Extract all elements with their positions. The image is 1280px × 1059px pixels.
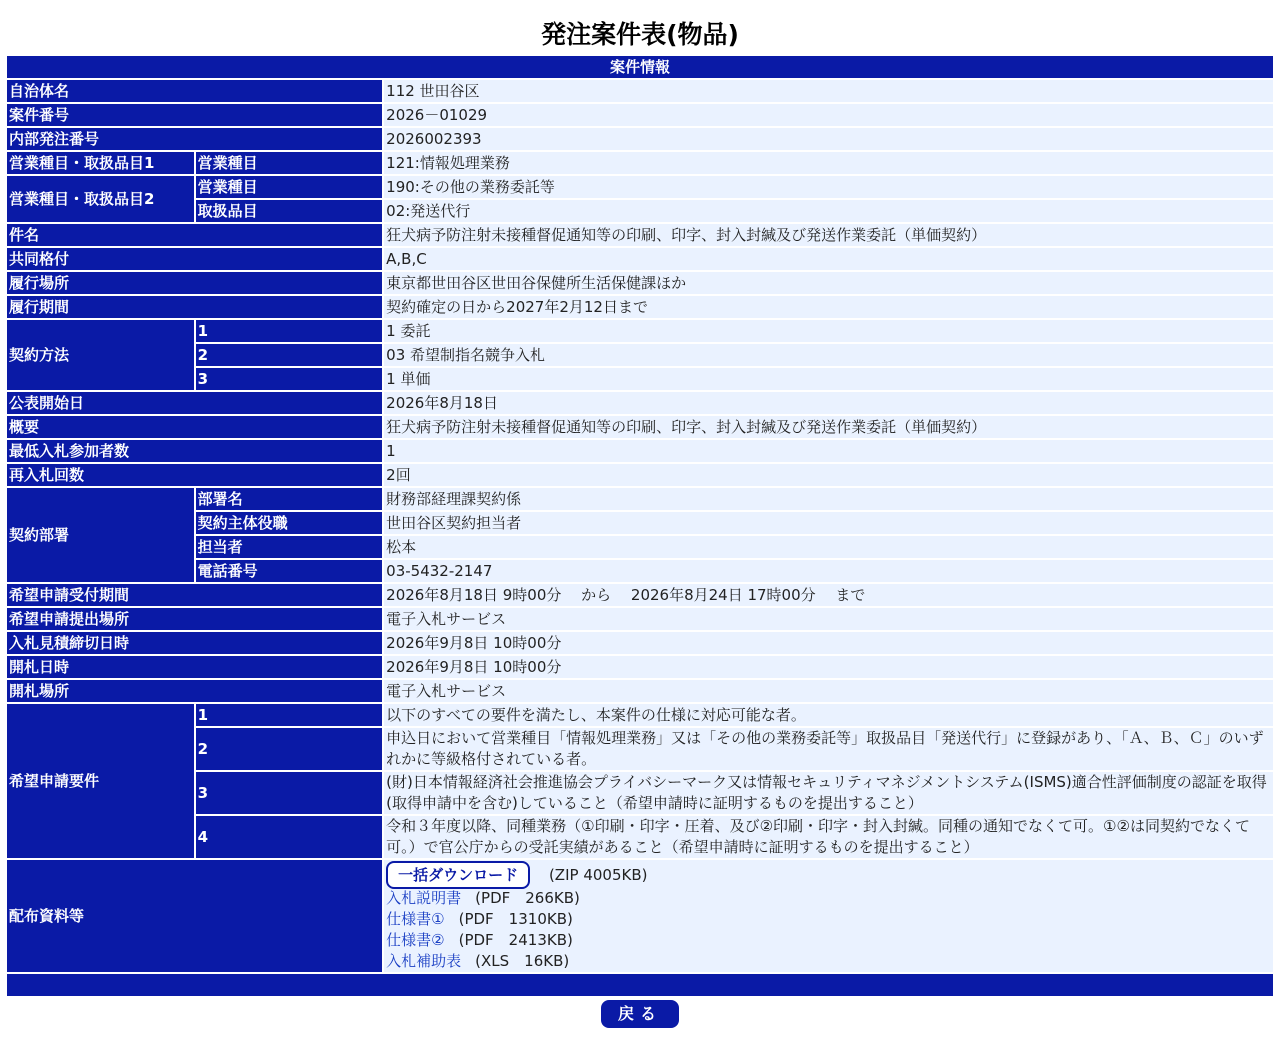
contract-method-no: 2 xyxy=(196,344,383,366)
label-business-type-1: 営業種目・取扱品目1 xyxy=(7,152,194,174)
requirement-no: 4 xyxy=(196,816,383,858)
material-size: (PDF 266KB) xyxy=(475,889,580,907)
value-publish-start: 2026年8月18日 xyxy=(384,392,1273,414)
material-item xyxy=(386,930,1271,951)
label-rebid-count: 再入札回数 xyxy=(7,464,382,486)
label-requirements: 希望申請要件 xyxy=(7,704,194,858)
value-application-place: 電子入札サービス xyxy=(384,608,1273,630)
label-municipality: 自治体名 xyxy=(7,80,382,102)
value-joint-rating: A,B,C xyxy=(384,248,1273,270)
material-item xyxy=(386,888,1271,909)
label-application-place: 希望申請提出場所 xyxy=(7,608,382,630)
value-business-type-1-business: 121:情報処理業務 xyxy=(384,152,1273,174)
case-info-table xyxy=(5,54,1275,998)
material-size: (XLS 16KB) xyxy=(475,952,570,970)
label-summary: 概要 xyxy=(7,416,382,438)
value-case-number: 2026－01029 xyxy=(384,104,1273,126)
value-summary: 狂犬病予防注射未接種督促通知等の印刷、印字、封入封緘及び発送作業委託（単価契約） xyxy=(384,416,1273,438)
material-link-bid-explanation[interactable]: 入札説明書 xyxy=(386,889,462,907)
contract-method-value: 1 単価 xyxy=(384,368,1273,390)
section-title: 案件情報 xyxy=(7,56,1273,78)
requirement-no: 3 xyxy=(196,772,383,814)
label-business-type-2-business: 営業種目 xyxy=(196,176,383,198)
label-joint-rating: 共同格付 xyxy=(7,248,382,270)
label-period: 履行期間 xyxy=(7,296,382,318)
value-period: 契約確定の日から2027年2月12日まで xyxy=(384,296,1273,318)
label-publish-start: 公表開始日 xyxy=(7,392,382,414)
material-item xyxy=(386,909,1271,930)
value-opening-place: 電子入札サービス xyxy=(384,680,1273,702)
value-dept-name: 財務部経理課契約係 xyxy=(384,488,1273,510)
value-opening-datetime: 2026年9月8日 10時00分 xyxy=(384,656,1273,678)
value-min-bidders: 1 xyxy=(384,440,1273,462)
page-title: 発注案件表(物品) xyxy=(541,20,739,49)
value-place: 東京都世田谷区世田谷保健所生活保健課ほか xyxy=(384,272,1273,294)
value-rebid-count: 2回 xyxy=(384,464,1273,486)
value-case-name: 狂犬病予防注射未接種督促通知等の印刷、印字、封入封緘及び発送作業委託（単価契約） xyxy=(384,224,1273,246)
label-case-name: 件名 xyxy=(7,224,382,246)
label-person: 担当者 xyxy=(196,536,383,558)
label-business-type-1-business: 営業種目 xyxy=(196,152,383,174)
bulk-download-size: (ZIP 4005KB) xyxy=(548,866,648,884)
materials-cell xyxy=(384,860,1273,972)
material-size: (PDF 2413KB) xyxy=(458,931,573,949)
label-contract-officer: 契約主体役職 xyxy=(196,512,383,534)
label-business-type-2: 営業種目・取扱品目2 xyxy=(7,176,194,222)
contract-method-no: 1 xyxy=(196,320,383,342)
label-opening-datetime: 開札日時 xyxy=(7,656,382,678)
value-person: 松本 xyxy=(384,536,1273,558)
value-phone: 03-5432-2147 xyxy=(384,560,1273,582)
value-municipality: 112 世田谷区 xyxy=(384,80,1273,102)
contract-method-no: 3 xyxy=(196,368,383,390)
label-materials: 配布資料等 xyxy=(7,860,382,972)
value-bid-deadline: 2026年9月8日 10時00分 xyxy=(384,632,1273,654)
label-dept-name: 部署名 xyxy=(196,488,383,510)
material-link-spec-2[interactable]: 仕様書② xyxy=(386,931,445,949)
label-contract-method: 契約方法 xyxy=(7,320,194,390)
label-case-number: 案件番号 xyxy=(7,104,382,126)
requirement-text: (財)日本情報経済社会推進協会プライバシーマーク又は情報セキュリティマネジメントシステム(ISMS)適合性評価制度の認証を取得(取得申請中を含む)していること（希望申請時に証明するものを提出すること） xyxy=(384,772,1273,814)
bulk-download-button[interactable]: 一括ダウンロード xyxy=(386,861,530,889)
label-business-type-2-item: 取扱品目 xyxy=(196,200,383,222)
material-link-bid-aux-table[interactable]: 入札補助表 xyxy=(386,952,462,970)
label-phone: 電話番号 xyxy=(196,560,383,582)
label-place: 履行場所 xyxy=(7,272,382,294)
value-business-type-2-business: 190:その他の業務委託等 xyxy=(384,176,1273,198)
value-business-type-2-item: 02:発送代行 xyxy=(384,200,1273,222)
contract-method-value: 03 希望制指名競争入札 xyxy=(384,344,1273,366)
table-footer-bar xyxy=(7,974,1273,996)
requirement-no: 1 xyxy=(196,704,383,726)
value-internal-order-number: 2026002393 xyxy=(384,128,1273,150)
requirement-text: 令和３年度以降、同種業務（①印刷・印字・圧着、及び②印刷・印字・封入封緘。同種の通知でなくて可。①②は同契約でなくて可。）で官公庁からの受託実績があること（希望申請時に証明するものを提出すること） xyxy=(384,816,1273,858)
material-size: (PDF 1310KB) xyxy=(458,910,573,928)
requirement-text: 以下のすべての要件を満たし、本案件の仕様に対応可能な者。 xyxy=(384,704,1273,726)
back-button[interactable]: 戻る xyxy=(601,1000,679,1028)
requirement-text: 申込日において営業種目「情報処理業務」又は「その他の業務委託等」取扱品目「発送代行」に登録があり、「Ａ、Ｂ、Ｃ」のいずれかに等級格付されている者。 xyxy=(384,728,1273,770)
label-internal-order-number: 内部発注番号 xyxy=(7,128,382,150)
label-bid-deadline: 入札見積締切日時 xyxy=(7,632,382,654)
label-application-period: 希望申請受付期間 xyxy=(7,584,382,606)
value-application-period: 2026年8月18日 9時00分 から 2026年8月24日 17時00分 まで xyxy=(384,584,1273,606)
requirement-no: 2 xyxy=(196,728,383,770)
back-button-container xyxy=(0,1000,1280,1028)
contract-method-value: 1 委託 xyxy=(384,320,1273,342)
value-contract-officer: 世田谷区契約担当者 xyxy=(384,512,1273,534)
label-min-bidders: 最低入札参加者数 xyxy=(7,440,382,462)
label-opening-place: 開札場所 xyxy=(7,680,382,702)
label-contract-dept: 契約部署 xyxy=(7,488,194,582)
material-link-spec-1[interactable]: 仕様書① xyxy=(386,910,445,928)
material-item xyxy=(386,951,1271,972)
